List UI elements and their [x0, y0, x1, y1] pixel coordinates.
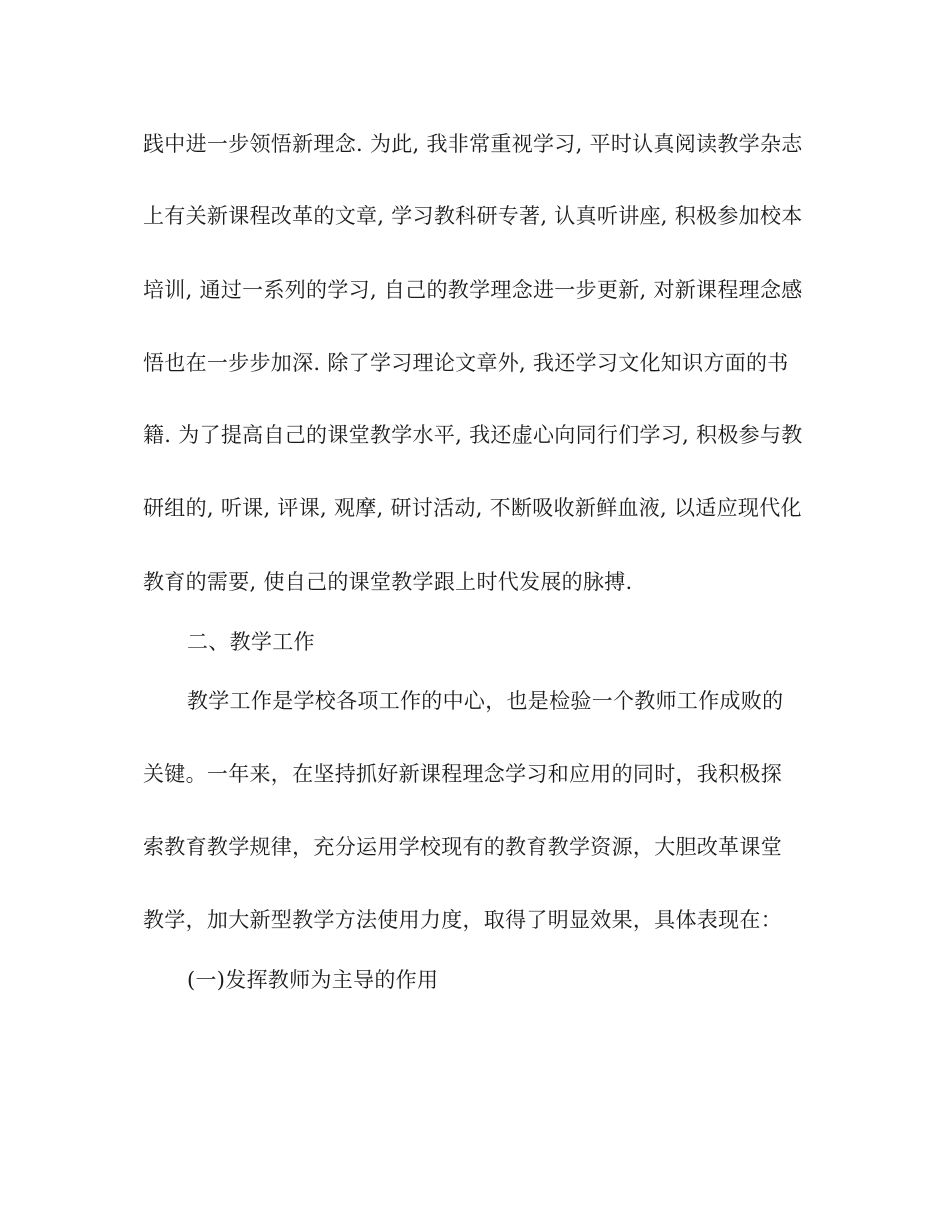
paragraph-line: 上有关新课程改革的文章, 学习教科研专著, 认真听讲座, 积极参加校本 — [143, 204, 803, 228]
paragraph-line: 教育的需要, 使自己的课堂教学跟上时代发展的脉搏. — [143, 570, 633, 594]
paragraph-line: 研组的, 听课, 评课, 观摩, 研讨活动, 不断吸收新鲜血液, 以适应现代化 — [143, 496, 802, 520]
paragraph-line: 教学，加大新型教学方法使用力度，取得了明显效果，具体表现在： — [143, 908, 782, 932]
paragraph-line: 索教育教学规律，充分运用学校现有的教育教学资源，大胆改革课堂 — [143, 835, 782, 859]
paragraph-line: 籍. 为了提高自己的课堂教学水平, 我还虚心向同行们学习, 积极参与教 — [143, 423, 803, 447]
paragraph-line: 教学工作是学校各项工作的中心，也是检验一个教师工作成败的 — [187, 689, 784, 713]
section-heading: 二、教学工作 — [187, 630, 315, 654]
paragraph-line: 践中进一步领悟新理念. 为此, 我非常重视学习, 平时认真阅读教学杂志 — [143, 132, 803, 156]
paragraph-line: 培训, 通过一系列的学习, 自己的教学理念进一步更新, 对新课程理念感 — [143, 278, 803, 302]
subsection-heading: (一)发挥教师为主导的作用 — [187, 968, 439, 992]
paragraph-line: 关键。一年来，在坚持抓好新课程理念学习和应用的同时，我积极探 — [143, 762, 782, 786]
paragraph-line: 悟也在一步步加深. 除了学习理论文章外, 我还学习文化知识方面的书 — [143, 351, 789, 375]
